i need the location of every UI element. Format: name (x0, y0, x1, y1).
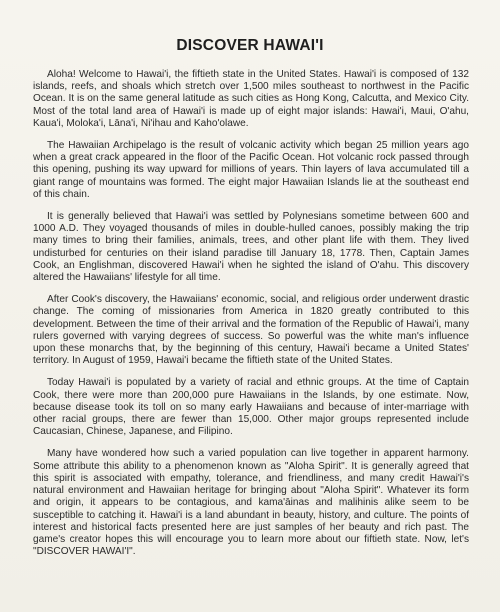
paragraph-post-cook-history: After Cook's discovery, the Hawaiians' economic, social, and religious order underwent drastic change. The coming of missionaries from America in 1820 greatly contributed to this development. Between the time of their arrival and the formation of the Republic of Hawai'i, many rulers governed with varying degrees of success. So powerful was the white man's influence upon these monarchs that, by the beginning of this century, Hawai'i became a United States' territory. In August of 1959, Hawai'i became the fiftieth state of the United States. (33, 294, 469, 367)
paragraph-aloha-spirit: Many have wondered how such a varied population can live together in apparent harmony. Some attribute this ability to a phenomenon known as "Aloha Spirit". It is generally agreed that this spirit is associated with empathy, tolerance, and friendliness, and many credit Hawai'i's natural environment and Hawaiian heritage for bringing about "Aloha Spirit". Whatever its form and origin, it appears to be contagious, and kama'āinas and malihinis alike seem to be susceptible to catching it. Hawai'i is a land abundant in beauty, history, and culture. The points of interest and historical facts presented here are just samples of her beauty and rich past. The game's creator hopes this will encourage you to learn more about our fiftieth state. Now, let's "DISCOVER HAWAI'I". (33, 448, 469, 558)
body-text (33, 69, 469, 558)
paragraph-intro: Aloha! Welcome to Hawai'i, the fiftieth state in the United States. Hawai'i is composed of 132 islands, reefs, and shoals which stretch over 1,500 miles southeast to northwest in the Pacific Ocean. It is on the same general latitude as such cities as Hong Kong, Calcutta, and Mexico City. Most of the total land area of Hawai'i is made up of eight major islands: Hawai'i, Maui, O'ahu, Kaua'i, Moloka'i, Lāna'i, Ni'ihau and Kaho'olawe. (33, 69, 469, 129)
page-title: DISCOVER HAWAI'I (176, 37, 324, 54)
paragraph-population: Today Hawai'i is populated by a variety of racial and ethnic groups. At the time of Captain Cook, there were more than 200,000 pure Hawaiians in the Islands, by one estimate. Now, because disease took its toll on so many early Hawaiians and because of inter-marriage with other racial groups, there are fewer than 15,000. Other major groups represented include Caucasian, Chinese, Japanese, and Filipino. (33, 377, 469, 438)
paragraph-volcanic-origin: The Hawaiian Archipelago is the result of volcanic activity which began 25 million years ago when a great crack appeared in the floor of the Pacific Ocean. Hot volcanic rock passed through this opening, pushing its way upward for millions of years. Thin layers of lava accumulated till a giant range of mountains was formed. The eight major Hawaiian Islands lie at the southeast end of this chain. (33, 140, 469, 200)
paragraph-polynesian-settlement: It is generally believed that Hawai'i was settled by Polynesians sometime between 600 and 1000 A.D. They voyaged thousands of miles in double-hulled canoes, possibly making the trip many times to bring their families, animals, trees, and other plant life with them. They lived undisturbed for centuries on their island paradise till January 18, 1778. Then, Captain James Cook, an Englishman, discovered Hawai'i when he sighted the island of O'ahu. This discovery altered the Hawaiians' lifestyle for all time. (33, 211, 469, 284)
